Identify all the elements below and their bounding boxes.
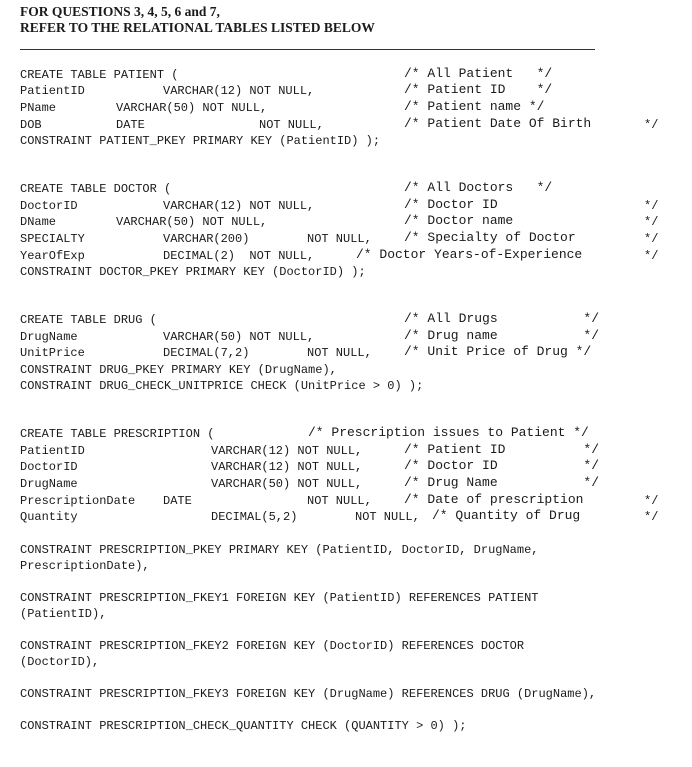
prescription-col-type: VARCHAR(50) NOT NULL, — [211, 477, 363, 491]
drug-constraint-check: CONSTRAINT DRUG_CHECK_UNITPRICE CHECK (UnitPrice > 0) ); — [20, 379, 424, 393]
prescription-col-notnull: NOT NULL, — [355, 510, 420, 524]
doctor-constraint: CONSTRAINT DOCTOR_PKEY PRIMARY KEY (DoctorID) ); — [20, 265, 366, 279]
patient-constraint: CONSTRAINT PATIENT_PKEY PRIMARY KEY (PatientID) ); — [20, 134, 381, 148]
patient-col-comment: /* Patient ID */ — [404, 82, 553, 97]
prescription-pkey-line-2: PrescriptionDate), — [20, 559, 150, 573]
drug-create-comment: /* All Drugs */ — [404, 311, 600, 326]
prescription-col-type: VARCHAR(12) NOT NULL, — [211, 460, 363, 474]
prescription-pkey-line-1: CONSTRAINT PRESCRIPTION_PKEY PRIMARY KEY (PatientID, DoctorID, DrugName, — [20, 543, 539, 557]
doctor-col-name: YearOfExp — [20, 249, 85, 263]
doctor-col-comment: /* Doctor name — [404, 213, 514, 228]
patient-col-comment-end: */ — [644, 118, 659, 132]
doctor-col-notnull: NOT NULL, — [307, 232, 372, 246]
doctor-create-comment: /* All Doctors */ — [404, 180, 553, 195]
doctor-col-comment-end: */ — [644, 232, 659, 246]
doctor-col-type: DECIMAL(2) NOT NULL, — [163, 249, 315, 263]
doctor-col-type: VARCHAR(200) — [163, 232, 250, 246]
prescription-fkey3: CONSTRAINT PRESCRIPTION_FKEY3 FOREIGN KEY (DrugName) REFERENCES DRUG (DrugName), — [20, 687, 597, 701]
patient-col-notnull: NOT NULL, — [259, 118, 324, 132]
prescription-check-quantity: CONSTRAINT PRESCRIPTION_CHECK_QUANTITY CHECK (QUANTITY > 0) ); — [20, 719, 467, 733]
prescription-col-comment-end: */ — [644, 510, 659, 524]
drug-col-notnull: NOT NULL, — [307, 346, 372, 360]
prescription-col-comment: /* Doctor ID */ — [404, 458, 600, 473]
doctor-col-name: SPECIALTY — [20, 232, 85, 246]
doctor-col-comment: /* Doctor Years-of-Experience — [356, 247, 583, 262]
heading-line-2: REFER TO THE RELATIONAL TABLES LISTED BELOW — [20, 20, 375, 35]
prescription-create-comment: /* Prescription issues to Patient */ — [308, 425, 589, 440]
prescription-col-comment-end: */ — [644, 494, 659, 508]
patient-create-comment: /* All Patient */ — [404, 66, 553, 81]
drug-col-name: UnitPrice — [20, 346, 85, 360]
prescription-col-name: PatientID — [20, 444, 85, 458]
doctor-col-comment-end: */ — [644, 215, 659, 229]
drug-col-comment: /* Unit Price of Drug */ — [404, 344, 592, 359]
prescription-col-type: DATE — [163, 494, 192, 508]
doctor-col-comment-end: */ — [644, 249, 659, 263]
prescription-col-name: DoctorID — [20, 460, 78, 474]
patient-col-type: VARCHAR(50) NOT NULL, — [116, 101, 268, 115]
heading-divider — [20, 49, 595, 50]
patient-create-statement: CREATE TABLE PATIENT ( — [20, 68, 179, 82]
patient-col-type: VARCHAR(12) NOT NULL, — [163, 84, 315, 98]
patient-col-name: PName — [20, 101, 57, 115]
patient-col-name: DOB — [20, 118, 42, 132]
drug-col-type: VARCHAR(50) NOT NULL, — [163, 330, 315, 344]
patient-col-comment: /* Patient Date Of Birth — [404, 116, 592, 131]
prescription-create-statement: CREATE TABLE PRESCRIPTION ( — [20, 427, 215, 441]
doctor-col-type: VARCHAR(12) NOT NULL, — [163, 199, 315, 213]
drug-col-type: DECIMAL(7,2) — [163, 346, 250, 360]
prescription-col-notnull: NOT NULL, — [307, 494, 372, 508]
drug-create-statement: CREATE TABLE DRUG ( — [20, 313, 157, 327]
prescription-col-type: DECIMAL(5,2) — [211, 510, 298, 524]
prescription-col-comment: /* Drug Name */ — [404, 475, 600, 490]
prescription-col-name: DrugName — [20, 477, 78, 491]
prescription-col-comment: /* Patient ID */ — [404, 442, 600, 457]
patient-col-name: PatientID — [20, 84, 85, 98]
doctor-col-comment-end: */ — [644, 199, 659, 213]
patient-col-type: DATE — [116, 118, 145, 132]
drug-constraint-pkey: CONSTRAINT DRUG_PKEY PRIMARY KEY (DrugName), — [20, 363, 337, 377]
doctor-col-name: DoctorID — [20, 199, 78, 213]
doctor-create-statement: CREATE TABLE DOCTOR ( — [20, 182, 172, 196]
doctor-col-comment: /* Specialty of Doctor — [404, 230, 576, 245]
prescription-col-name: Quantity — [20, 510, 78, 524]
doctor-col-name: DName — [20, 215, 57, 229]
prescription-col-type: VARCHAR(12) NOT NULL, — [211, 444, 363, 458]
doctor-col-type: VARCHAR(50) NOT NULL, — [116, 215, 268, 229]
prescription-fkey2-line-2: (DoctorID), — [20, 655, 100, 669]
prescription-fkey1-line-2: (PatientID), — [20, 607, 107, 621]
patient-col-comment: /* Patient name */ — [404, 99, 545, 114]
prescription-fkey1-line-1: CONSTRAINT PRESCRIPTION_FKEY1 FOREIGN KEY (PatientID) REFERENCES PATIENT — [20, 591, 539, 605]
prescription-col-name: PrescriptionDate — [20, 494, 136, 508]
doctor-col-comment: /* Doctor ID — [404, 197, 498, 212]
prescription-col-comment: /* Date of prescription — [404, 492, 584, 507]
drug-col-name: DrugName — [20, 330, 78, 344]
prescription-col-comment: /* Quantity of Drug — [432, 508, 581, 523]
drug-col-comment: /* Drug name */ — [404, 328, 600, 343]
heading-line-1: FOR QUESTIONS 3, 4, 5, 6 and 7, — [20, 4, 220, 19]
prescription-fkey2-line-1: CONSTRAINT PRESCRIPTION_FKEY2 FOREIGN KEY (DoctorID) REFERENCES DOCTOR — [20, 639, 525, 653]
